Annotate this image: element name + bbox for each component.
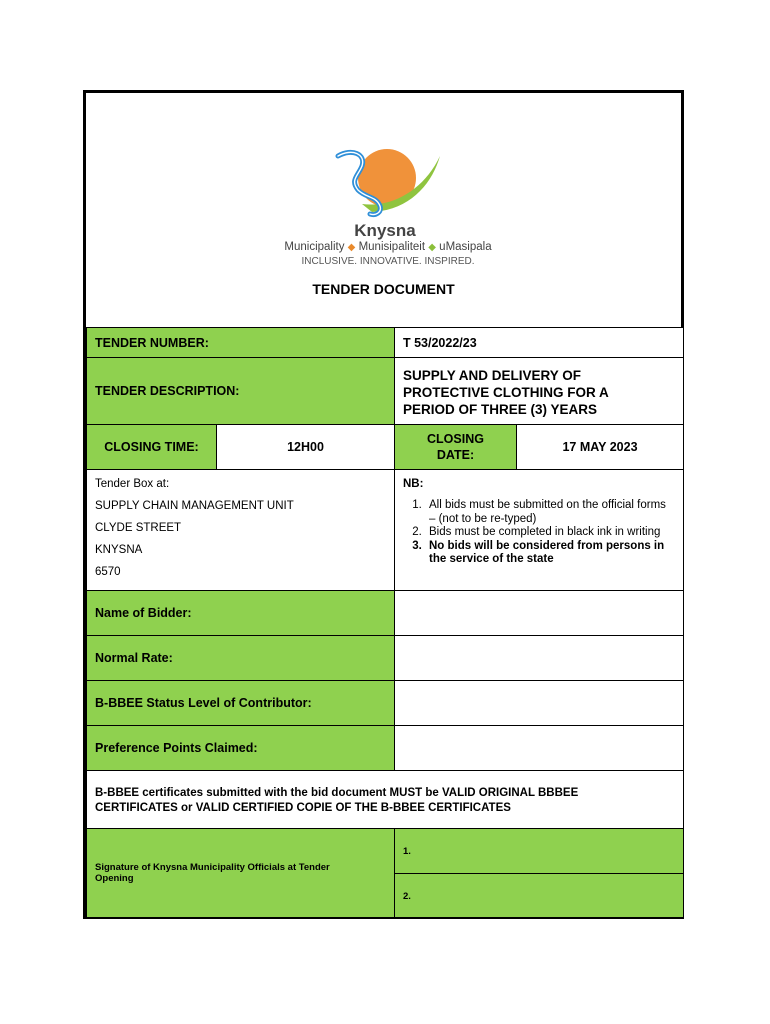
preference-points-label: Preference Points Claimed: [95, 741, 258, 755]
closing-date-label: CLOSING DATE: [427, 432, 484, 462]
closing-date-value: 17 MAY 2023 [562, 440, 638, 454]
tender-box-line: KNYSNA [95, 544, 143, 556]
signature-slot-number: 2. [403, 891, 411, 902]
normal-rate-label-cell [86, 635, 395, 681]
tender-description-value-cell [394, 357, 684, 425]
normal-rate-label: Normal Rate: [95, 651, 173, 665]
brand-name: Knysna [354, 221, 416, 240]
tender-box-cell [86, 469, 395, 591]
brand-languages [268, 241, 508, 253]
signature-label-cell [86, 828, 395, 918]
nb-heading: NB: [403, 478, 424, 490]
bidder-name-label: Name of Bidder: [95, 606, 192, 620]
closing-time-label-cell [86, 424, 217, 470]
signature-label: Signature of Knysna Municipality Officials at Tender Opening [95, 862, 330, 884]
tender-description-label: TENDER DESCRIPTION: [95, 384, 240, 398]
bbbee-level-field[interactable] [394, 680, 684, 726]
diamond-icon: ◆ [428, 242, 436, 253]
closing-time-label: CLOSING TIME: [104, 440, 199, 454]
tender-number-value: T 53/2022/23 [403, 336, 477, 350]
diamond-icon: ◆ [347, 242, 356, 253]
preference-points-label-cell [86, 725, 395, 771]
bbbee-level-label-cell [86, 680, 395, 726]
tender-box-line: CLYDE STREET [95, 522, 182, 534]
closing-time-value-cell [216, 424, 395, 470]
knysna-logo-icon [332, 148, 442, 223]
bbbee-notice-cell [86, 770, 684, 829]
tender-description-label-cell [86, 357, 395, 425]
nb-item: 2. Bids must be completed in black ink in writing [425, 526, 675, 540]
tender-description-value: SUPPLY AND DELIVERY OF PROTECTIVE CLOTHING FOR A PERIOD OF THREE (3) YEARS [403, 368, 609, 417]
brand-tagline: INCLUSIVE. INNOVATIVE. INSPIRED. [301, 256, 475, 267]
bbbee-notice: B-BBEE certificates submitted with the bid document MUST be VALID ORIGINAL BBBEE CERTIFICATES or VALID CERTIFIED COPIE OF THE B-BBEE CERTIFICATES [95, 787, 579, 814]
signature-slot-1[interactable] [394, 828, 684, 874]
bbbee-level-label: B-BBEE Status Level of Contributor: [95, 696, 312, 710]
preference-points-field[interactable] [394, 725, 684, 771]
bidder-name-label-cell [86, 590, 395, 636]
document-title: TENDER DOCUMENT [312, 281, 455, 297]
closing-date-label-cell [394, 424, 517, 470]
tender-box-heading: Tender Box at: [95, 478, 170, 490]
nb-item: 3. No bids will be considered from persons in the service of the state [425, 540, 675, 567]
signature-slot-number: 1. [403, 846, 411, 857]
signature-slot-2[interactable] [394, 873, 684, 918]
tender-number-label: TENDER NUMBER: [95, 336, 209, 350]
brand-language-1: Municipality [284, 241, 345, 253]
tender-form [83, 90, 684, 919]
closing-date-value-cell [516, 424, 684, 470]
tender-number-value-cell [394, 327, 684, 358]
nb-list-wrapper [403, 499, 675, 567]
tender-box-line: SUPPLY CHAIN MANAGEMENT UNIT [95, 500, 294, 512]
closing-time-value: 12H00 [287, 440, 324, 454]
nb-cell [394, 469, 684, 591]
nb-item: 1. All bids must be submitted on the official forms – (not to be re-typed) [425, 499, 675, 526]
normal-rate-field[interactable] [394, 635, 684, 681]
brand-language-2: Munisipaliteit [358, 241, 426, 253]
brand-language-3: uMasipala [439, 241, 492, 253]
nb-list [403, 499, 675, 567]
bidder-name-field[interactable] [394, 590, 684, 636]
tender-box-line: 6570 [95, 566, 121, 578]
logo-area [86, 93, 681, 327]
tender-number-label-cell [86, 327, 395, 358]
